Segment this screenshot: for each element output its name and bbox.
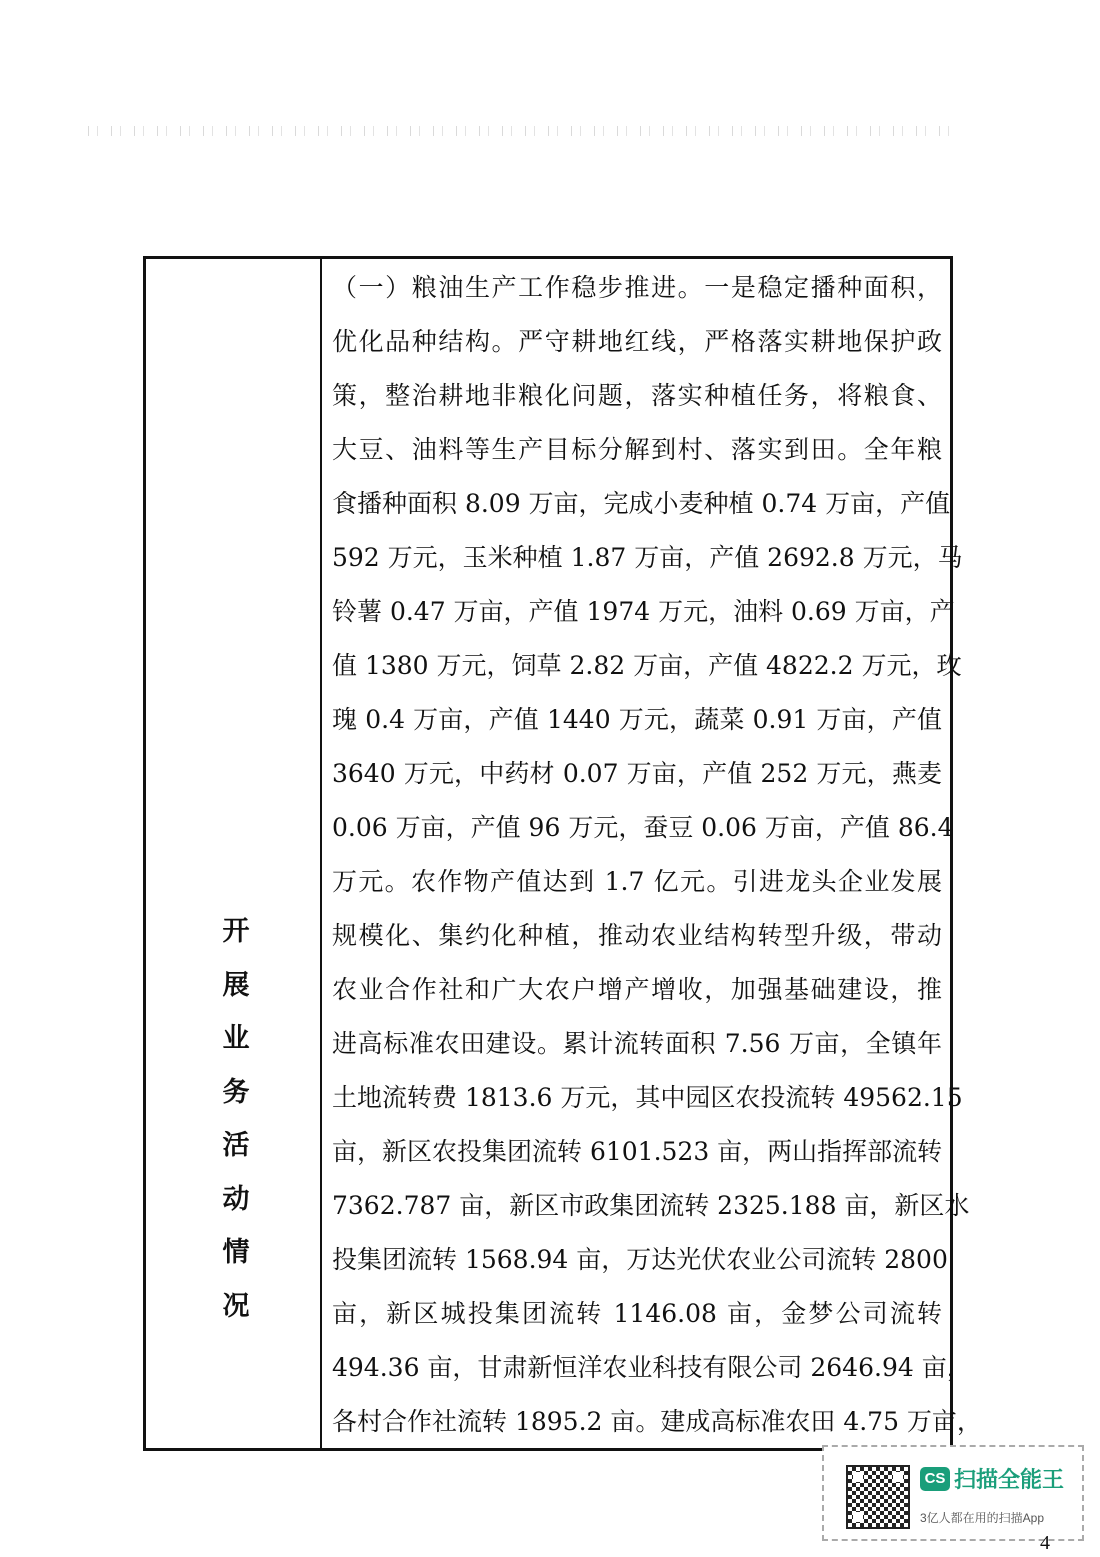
content-line: 万元。农作物产值达到 1.7 亿元。引进龙头企业发展 xyxy=(332,867,942,896)
content-line: 大豆、油料等生产目标分解到村、落实到田。全年粮 xyxy=(332,435,942,464)
content-line: 策，整治耕地非粮化问题，落实种植任务，将粮食、 xyxy=(332,381,942,410)
brand-tagline: 3亿人都在用的扫描App xyxy=(920,1511,1045,1525)
content-line: （一）粮油生产工作稳步推进。一是稳定播种面积， xyxy=(332,273,942,302)
row-label: 开展业务活动情况 xyxy=(222,916,250,1322)
content-line: 铃薯 0.47 万亩，产值 1974 万元，油料 0.69 万亩，产 xyxy=(332,597,955,626)
content-line: 投集团流转 1568.94 亩，万达光伏农业公司流转 2800 xyxy=(332,1245,948,1274)
content-line: 值 1380 万元，饲草 2.82 万亩，产值 4822.2 万元，玫 xyxy=(332,651,962,680)
content-line: 0.06 万亩，产值 96 万元，蚕豆 0.06 万亩，产值 86.4 xyxy=(332,813,954,842)
cs-logo-icon: CS xyxy=(920,1467,950,1491)
content-line: 土地流转费 1813.6 万元，其中园区农投流转 49562.15 xyxy=(332,1083,963,1112)
content-line: 494.36 亩，甘肃新恒洋农业科技有限公司 2646.94 亩， xyxy=(332,1353,972,1382)
content-line: 农业合作社和广大农户增产增收，加强基础建设，推 xyxy=(332,975,942,1004)
qr-code-icon xyxy=(846,1465,910,1529)
content-line: 亩，新区农投集团流转 6101.523 亩，两山指挥部流转 xyxy=(332,1137,943,1166)
scan-artifact xyxy=(88,126,958,136)
content-line: 优化品种结构。严守耕地红线，严格落实耕地保护政 xyxy=(332,327,942,356)
content-line: 亩，新区城投集团流转 1146.08 亩，金梦公司流转 xyxy=(332,1299,942,1328)
brand-name: 扫描全能王 xyxy=(954,1467,1065,1492)
content-line: 规模化、集约化种植，推动农业结构转型升级，带动 xyxy=(332,921,942,950)
scanner-watermark xyxy=(822,1445,1084,1541)
content-line: 食播种面积 8.09 万亩，完成小麦种植 0.74 万亩，产值 xyxy=(332,489,951,518)
content-line: 592 万元，玉米种植 1.87 万亩，产值 2692.8 万元，马 xyxy=(332,543,963,572)
content-line: 进高标准农田建设。累计流转面积 7.56 万亩，全镇年 xyxy=(332,1029,942,1058)
activity-table xyxy=(143,256,982,1451)
content-cell xyxy=(324,259,982,1448)
content-line: 3640 万元，中药材 0.07 万亩，产值 252 万元，燕麦 xyxy=(332,759,942,788)
content-line: 瑰 0.4 万亩，产值 1440 万元，蔬菜 0.91 万亩，产值 xyxy=(332,705,942,734)
page-number: 4 xyxy=(1040,1532,1050,1554)
content-line: 各村合作社流转 1895.2 亩。建成高标准农田 4.75 万亩， xyxy=(332,1407,982,1436)
content-line: 7362.787 亩，新区市政集团流转 2325.188 亩，新区水 xyxy=(332,1191,970,1220)
row-label-cell xyxy=(146,259,322,1448)
